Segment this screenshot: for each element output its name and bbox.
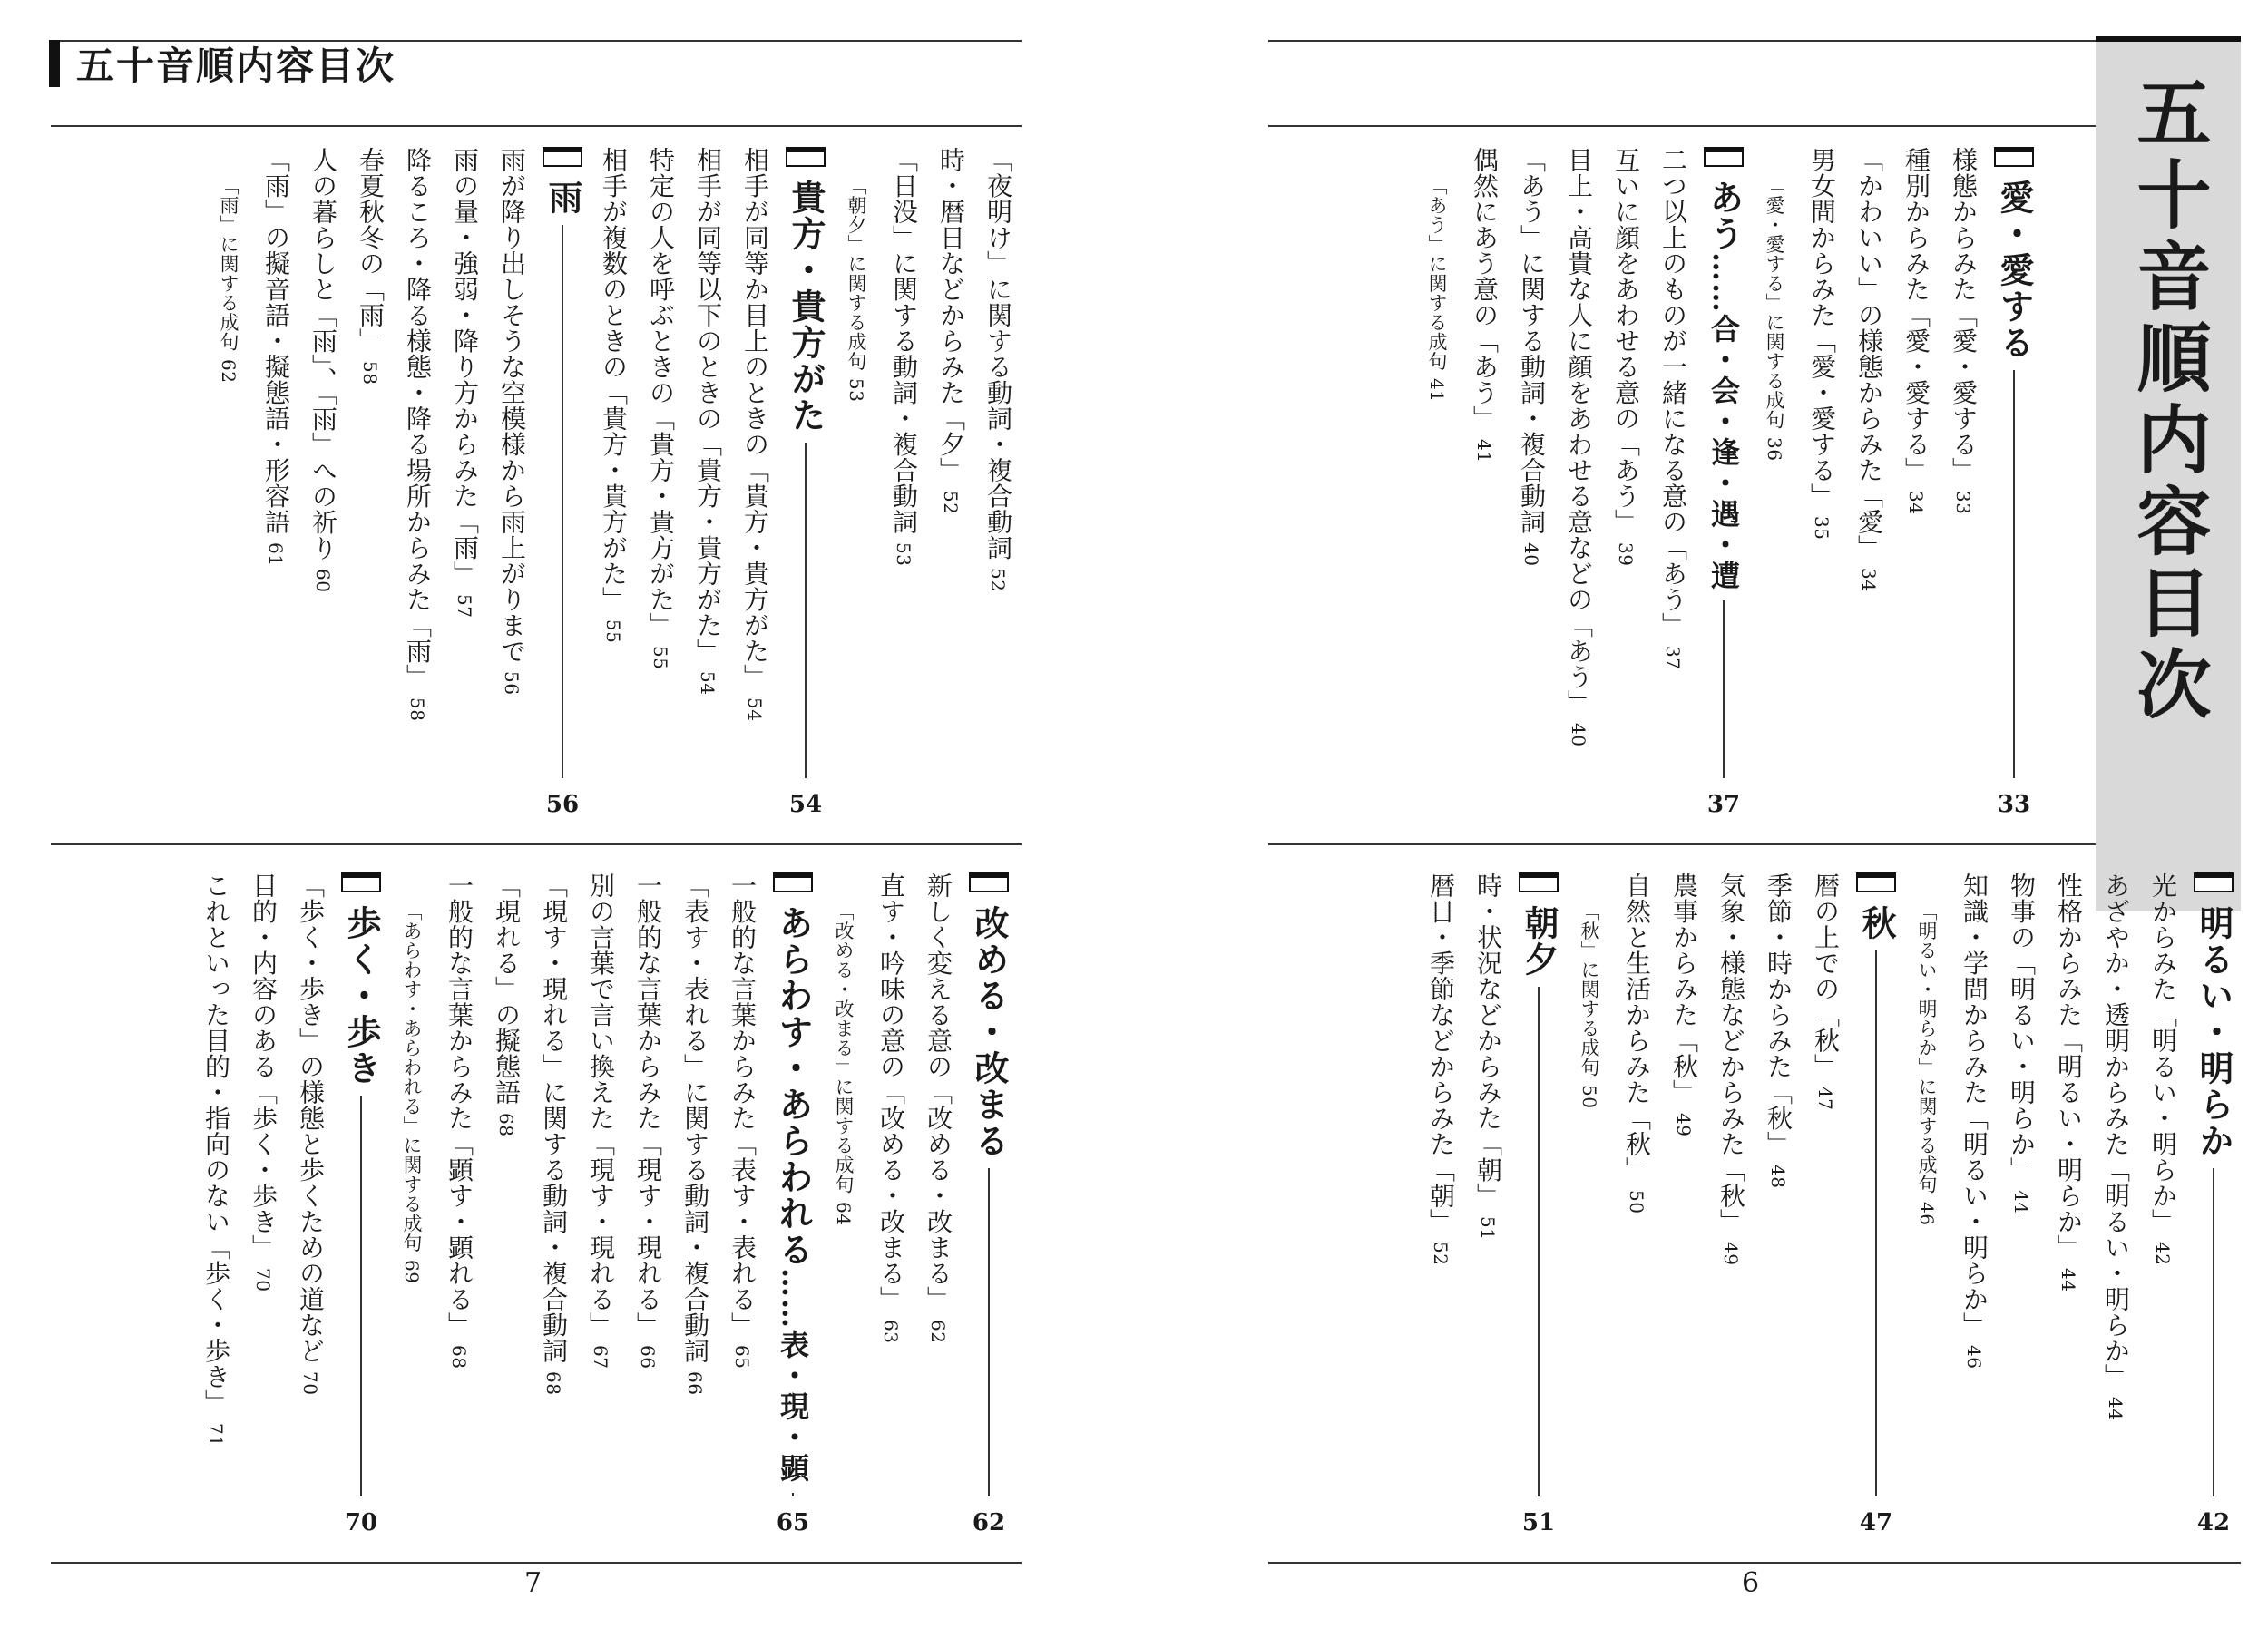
toc-entry — [1802, 872, 1849, 1110]
heading-leader-line — [360, 1096, 362, 1496]
entry-text: 「改める・改まる」に関する成句 — [833, 902, 855, 1194]
section-start-page: 54 — [788, 791, 823, 818]
toc-entry — [1555, 147, 1602, 746]
entry-page-number: 65 — [731, 1345, 753, 1370]
section-start-page: 70 — [344, 1509, 378, 1536]
left-page-title — [49, 38, 396, 89]
toc-entry — [671, 872, 719, 1395]
toc-entry — [394, 147, 441, 721]
entry-text: 男女間からみた「愛・愛する」 — [1807, 147, 1837, 509]
entry-text: 一般的な言葉からみた「顕す・顕れる」 — [445, 872, 474, 1338]
entry-page-number: 53 — [893, 541, 914, 566]
entry-text: 別の言葉で言い換えた「現す・現れる」 — [586, 872, 616, 1338]
toc-entry — [1508, 147, 1555, 566]
entry-text: 「日没」に関する動詞・複合動詞 — [889, 147, 919, 535]
entry-page-number: 36 — [1764, 436, 1785, 461]
entry-text: 目上・高貴な人に顔をあわせる意などの「あう」 — [1564, 147, 1594, 716]
entry-page-number: 66 — [684, 1370, 706, 1395]
heading-leader-line — [562, 225, 563, 778]
heading-label: あう — [1704, 180, 1745, 252]
section-heading — [1696, 147, 1751, 824]
toc-entry — [590, 147, 637, 643]
toc-entry — [880, 147, 927, 566]
entry-text: 性格からみた「明るい・明らか」 — [2054, 872, 2084, 1261]
toc-entry — [483, 872, 530, 1136]
section-heading — [334, 872, 388, 1542]
entry-page-number: 55 — [650, 645, 671, 669]
entry-page-number: 61 — [265, 541, 287, 566]
section-start-page: 65 — [776, 1509, 810, 1536]
section-heading — [1849, 872, 1903, 1542]
entry-page-number: 52 — [940, 490, 962, 514]
heading-subtitle: ……表・現・顕 — [776, 1268, 810, 1484]
entry-page-number: 41 — [1426, 378, 1448, 403]
entry-page-number: 39 — [1615, 541, 1637, 566]
right-page-number: 6 — [1742, 1567, 1760, 1599]
entry-page-number: 46 — [1963, 1345, 1985, 1370]
entry-page-number: 55 — [602, 619, 624, 644]
section-heading — [1511, 872, 1566, 1542]
toc-entry — [488, 147, 535, 695]
entry-text: 自然と生活からみた「秋」 — [1622, 872, 1652, 1183]
toc-entry — [684, 147, 731, 695]
heading-text — [962, 905, 1016, 1159]
entry-text: 相手が同等か目上のときの「貴方・貴方がた」 — [740, 147, 770, 690]
heading-text — [1696, 180, 1751, 591]
entry-page-number: 50 — [1626, 1190, 1647, 1214]
entry-text: 「現す・現れる」に関する動詞・複合動詞 — [539, 872, 569, 1364]
heading-label: 改める・改まる — [969, 905, 1010, 1159]
heading-marker-icon — [773, 872, 813, 892]
heading-marker-icon — [786, 147, 826, 167]
heading-leader-line — [2013, 370, 2015, 778]
entry-page-number: 66 — [637, 1345, 659, 1370]
toc-entry — [1602, 147, 1649, 566]
toc-entry — [1845, 147, 1892, 591]
entry-page-number: 69 — [401, 1260, 423, 1284]
entry-page-number: 56 — [501, 671, 523, 696]
entry-text: 「愛・愛する」に関する成句 — [1764, 176, 1785, 430]
title-bar-icon — [49, 40, 60, 87]
entry-text: 相手が同等以下のときの「貴方・貴方がた」 — [693, 147, 723, 664]
entry-text: 知識・学問からみた「明るい・明らか」 — [1960, 872, 1989, 1338]
entry-page-number: 49 — [1673, 1112, 1695, 1136]
entry-page-number: 57 — [454, 593, 475, 618]
left-title-text: 五十音順内容目次 — [76, 44, 396, 88]
entry-text: 時・状況などからみた「朝」 — [1473, 872, 1503, 1209]
heading-leader-line — [1538, 987, 1540, 1496]
heading-label: 歩く・歩き — [341, 905, 382, 1087]
entry-page-number: 52 — [987, 568, 1009, 592]
toc-entry — [1660, 872, 1707, 1136]
entry-page-number: 41 — [1473, 438, 1495, 463]
section-start-page: 56 — [545, 791, 580, 818]
entry-text: 互いに顔をあわせる意の「あう」 — [1611, 147, 1641, 535]
toc-entry — [1940, 147, 1987, 514]
section-heading — [1987, 147, 2041, 824]
right-title-text: 五十音順内容目次 — [2125, 74, 2212, 727]
entry-text: 光からみた「明るい・明らか」 — [2148, 872, 2178, 1234]
entry-text: 「明るい・明らか」に関する成句 — [1916, 902, 1938, 1194]
entry-text: 「現れる」の擬態語 — [492, 872, 522, 1106]
toc-row — [192, 872, 1016, 1542]
toc-entry — [2045, 872, 2092, 1292]
entry-page-number: 44 — [2105, 1397, 2126, 1421]
right-bottom-rule — [1268, 1562, 2241, 1564]
entry-page-number: 42 — [2152, 1242, 2174, 1266]
idiom-entry — [1903, 872, 1950, 1225]
entry-text: 「雨」の擬音語・擬態語・形容語 — [261, 147, 291, 535]
entry-text: 「あう」に関する成句 — [1426, 176, 1448, 371]
entry-page-number: 63 — [880, 1319, 902, 1343]
heading-marker-icon — [1994, 147, 2034, 167]
entry-page-number: 58 — [359, 361, 381, 385]
section-heading — [962, 872, 1016, 1542]
toc-row — [1417, 872, 2241, 1542]
entry-text: 「あらわす・あらわれる」に関する成句 — [401, 902, 423, 1253]
toc-entry — [624, 872, 671, 1369]
toc-entry — [719, 872, 766, 1369]
entry-page-number: 46 — [1916, 1201, 1938, 1225]
entry-page-number: 70 — [252, 1267, 274, 1292]
entry-text: 「夜明け」に関する動詞・複合動詞 — [983, 147, 1013, 561]
entry-text: 降るころ・降る様態・降る場所からみた「雨」 — [403, 147, 433, 690]
entry-page-number: 68 — [495, 1112, 517, 1136]
heading-marker-icon — [341, 872, 381, 892]
idiom-entry — [833, 147, 880, 402]
entry-page-number: 68 — [543, 1370, 564, 1395]
entry-text: 種別からみた「愛・愛する」 — [1901, 147, 1931, 483]
entry-text: 季節・時からみた「秋」 — [1764, 872, 1794, 1157]
idiom-entry — [205, 147, 252, 383]
toc-entry — [299, 147, 347, 592]
toc-entry — [2092, 872, 2139, 1420]
entry-text: 雨が降り出しそうな空模様から雨上がりまで — [497, 147, 527, 664]
toc-entry — [577, 872, 624, 1369]
entry-text: 相手が複数のときの「貴方・貴方がた」 — [599, 147, 629, 612]
heading-label: 愛・愛する — [1994, 180, 2035, 361]
entry-page-number: 47 — [1814, 1087, 1836, 1111]
entry-text: 暦日・季節などからみた「朝」 — [1426, 872, 1456, 1234]
entry-text: 特定の人を呼ぶときの「貴方・貴方がた」 — [646, 147, 676, 639]
entry-page-number: 52 — [1430, 1242, 1452, 1266]
idiom-entry — [1566, 872, 1613, 1108]
section-start-page: 37 — [1706, 791, 1741, 818]
entry-page-number: 44 — [2058, 1267, 2079, 1292]
toc-entry — [1950, 872, 1998, 1369]
toc-entry — [530, 872, 577, 1395]
toc-entry — [347, 147, 394, 385]
toc-row — [1413, 147, 2041, 824]
toc-entry — [927, 147, 974, 514]
toc-entry — [867, 872, 914, 1343]
toc-entry — [441, 147, 488, 618]
toc-entry — [1998, 872, 2045, 1214]
toc-entry — [240, 872, 287, 1292]
heading-label: あらわす・あらわれる — [773, 905, 814, 1268]
entry-page-number: 60 — [312, 568, 334, 592]
heading-subtitle: ……合・会・逢・遇・遭 — [1706, 252, 1741, 591]
toc-entry — [974, 147, 1022, 591]
entry-page-number: 62 — [218, 358, 240, 383]
section-start-page: 42 — [2196, 1509, 2231, 1536]
heading-text — [1511, 905, 1566, 978]
entry-text: 「表す・表れる」に関する動詞・複合動詞 — [680, 872, 710, 1364]
section-heading — [2186, 872, 2241, 1542]
section-heading — [778, 147, 833, 824]
entry-text: 「歩く・歩き」の様態と歩くための道など — [296, 872, 326, 1364]
entry-text: 二つ以上のものが一緒になる意の「あう」 — [1658, 147, 1688, 639]
heading-leader-line — [988, 1168, 990, 1496]
toc-entry — [1755, 872, 1802, 1188]
entry-text: 時・暦日などからみた「夕」 — [936, 147, 966, 483]
heading-marker-icon — [1856, 872, 1896, 892]
entry-text: 暦の上での「秋」 — [1811, 872, 1841, 1079]
section-start-page: 51 — [1521, 1509, 1556, 1536]
entry-text: 目的・内容のある「歩く・歩き」 — [249, 872, 279, 1261]
heading-text — [1987, 180, 2041, 361]
idiom-entry — [1751, 147, 1798, 461]
heading-text — [1849, 905, 1903, 941]
toc-entry — [914, 872, 962, 1343]
heading-marker-icon — [2194, 872, 2234, 892]
toc-entry — [1798, 147, 1845, 540]
section-heading — [535, 147, 590, 824]
toc-entry — [731, 147, 778, 721]
right-top-rule — [1268, 40, 2096, 42]
heading-leader-line — [792, 1493, 794, 1496]
heading-text — [535, 180, 590, 216]
entry-page-number: 67 — [590, 1345, 611, 1370]
toc-entry — [192, 872, 240, 1447]
entry-page-number: 71 — [205, 1422, 227, 1447]
section-start-page: 33 — [1997, 791, 2031, 818]
entry-page-number: 64 — [833, 1201, 855, 1225]
idiom-entry — [1413, 147, 1461, 402]
entry-text: あざやか・透明からみた「明るい・明らか」 — [2101, 872, 2131, 1389]
heading-label: 明るい・明らか — [2194, 905, 2234, 1159]
heading-leader-line — [2213, 1168, 2214, 1496]
heading-leader-line — [805, 443, 807, 778]
entry-text: 偶然にあう意の「あう」 — [1470, 147, 1500, 432]
entry-text: 雨の量・強弱・降り方からみた「雨」 — [450, 147, 480, 587]
entry-text: 「秋」に関する成句 — [1579, 902, 1600, 1077]
entry-page-number: 44 — [2010, 1190, 2032, 1214]
entry-text: 一般的な言葉からみた「表す・表れる」 — [728, 872, 758, 1338]
entry-text: 「あう」に関する動詞・複合動詞 — [1517, 147, 1547, 535]
idiom-entry — [820, 872, 867, 1225]
heading-marker-icon — [1704, 147, 1744, 167]
entry-page-number: 49 — [1720, 1242, 1742, 1266]
entry-page-number: 35 — [1811, 516, 1833, 541]
section-heading — [766, 872, 820, 1542]
heading-label: 雨 — [543, 180, 583, 216]
entry-page-number: 68 — [448, 1345, 470, 1370]
toc-entry — [435, 872, 483, 1369]
toc-row — [205, 147, 1022, 824]
section-start-page: 62 — [972, 1509, 1006, 1536]
toc-entry — [1464, 872, 1511, 1240]
heading-marker-icon — [1519, 872, 1559, 892]
heading-marker-icon — [543, 147, 582, 167]
entry-text: これといった目的・指向のない「歩く・歩き」 — [201, 872, 231, 1416]
entry-page-number: 58 — [406, 697, 428, 721]
entry-page-number: 40 — [1568, 723, 1589, 747]
section-start-page: 47 — [1859, 1509, 1893, 1536]
toc-entry — [1417, 872, 1464, 1265]
toc-entry — [287, 872, 334, 1395]
toc-entry — [2139, 872, 2186, 1265]
entry-text: 物事の「明るい・明らか」 — [2007, 872, 2037, 1183]
entry-page-number: 50 — [1579, 1084, 1600, 1108]
entry-text: 「朝夕」に関する成句 — [846, 176, 867, 371]
left-middle-rule — [51, 843, 1022, 845]
left-page-number: 7 — [524, 1567, 543, 1599]
entry-page-number: 53 — [846, 378, 867, 403]
entry-page-number: 62 — [927, 1319, 949, 1343]
toc-entry — [252, 147, 299, 566]
toc-entry — [1892, 147, 1940, 514]
entry-page-number: 40 — [1520, 541, 1542, 566]
left-bottom-rule — [51, 1562, 1022, 1564]
entry-text: 人の暮らしと「雨」、「雨」への祈り — [308, 147, 338, 561]
entry-text: 「かわいい」の様態からみた「愛」 — [1854, 147, 1884, 561]
heading-leader-line — [1723, 600, 1725, 778]
entry-text: 「雨」に関する成句 — [218, 176, 240, 352]
entry-page-number: 34 — [1905, 490, 1927, 514]
right-header-rule — [1268, 125, 2096, 127]
heading-text — [766, 905, 820, 1484]
heading-text — [778, 180, 833, 434]
entry-page-number: 54 — [697, 671, 719, 696]
entry-text: 春夏秋冬の「雨」 — [356, 147, 386, 354]
toc-entry — [1613, 872, 1660, 1214]
entry-page-number: 70 — [299, 1370, 321, 1395]
entry-text: 新しく変える意の「改める・改まる」 — [924, 872, 953, 1312]
entry-page-number: 54 — [744, 697, 766, 721]
heading-marker-icon — [969, 872, 1009, 892]
heading-text — [2186, 905, 2241, 1159]
toc-entry — [1707, 872, 1755, 1265]
heading-label: 貴方・貴方がた — [786, 180, 826, 434]
heading-label: 秋 — [1856, 905, 1897, 941]
entry-text: 直す・吟味の意の「改める・改まる」 — [876, 872, 906, 1312]
entry-text: 気象・様態などからみた「秋」 — [1716, 872, 1746, 1234]
entry-page-number: 51 — [1477, 1215, 1499, 1240]
toc-entry — [637, 147, 684, 669]
entry-text: 一般的な言葉からみた「現す・現れる」 — [633, 872, 663, 1338]
toc-entry — [1649, 147, 1696, 669]
entry-page-number: 48 — [1767, 1164, 1789, 1188]
left-header-rule — [51, 125, 1022, 127]
entry-text: 農事からみた「秋」 — [1669, 872, 1699, 1106]
entry-page-number: 33 — [1952, 490, 1974, 514]
entry-page-number: 37 — [1662, 645, 1684, 669]
heading-label: 朝夕 — [1519, 905, 1559, 978]
entry-page-number: 34 — [1858, 568, 1880, 592]
heading-text — [334, 905, 388, 1087]
right-title-box — [2096, 36, 2241, 911]
heading-leader-line — [1875, 950, 1877, 1496]
entry-text: 様態からみた「愛・愛する」 — [1949, 147, 1979, 483]
toc-entry — [1461, 147, 1508, 463]
idiom-entry — [388, 872, 435, 1283]
